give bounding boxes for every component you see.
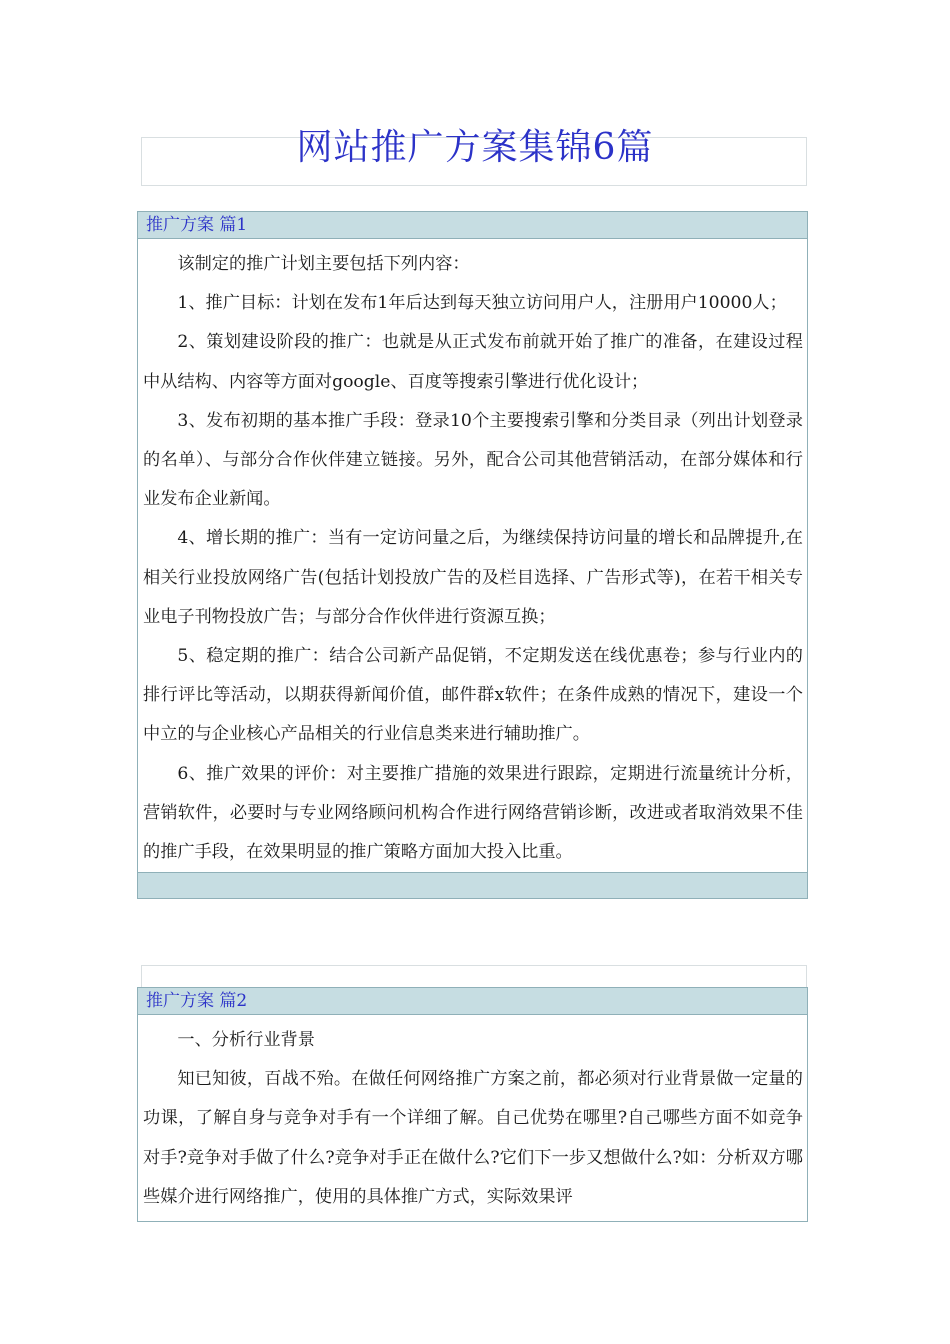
section-header: 推广方案 篇2: [138, 988, 807, 1015]
section-body: [138, 1015, 807, 1217]
section-1: [137, 211, 808, 899]
section-2: [137, 987, 808, 1222]
paragraph: 2、策划建设阶段的推广：也就是从正式发布前就开始了推广的准备，在建设过程中从结构、内容等方面对google、百度等搜索引擎进行优化设计；: [143, 332, 803, 392]
paragraph: 6、推广效果的评价：对主要推广措施的效果进行跟踪，定期进行流量统计分析，营销软件，必要时与专业网络顾问机构合作进行网络营销诊断，改进或者取消效果不佳的推广手段，在效果明显的推广策略方面加大投入比重。: [143, 763, 803, 863]
paragraph: 5、稳定期的推广：结合公司新产品促销，不定期发送在线优惠卷；参与行业内的排行评比等活动，以期获得新闻价值，邮件群x软件；在条件成熟的情况下，建设一个中立的与企业核心产品相关的行业信息类来进行辅助推广。: [143, 646, 803, 745]
paragraph: 一、分析行业背景: [177, 1030, 315, 1050]
section-footer: [138, 872, 807, 898]
section-body: [138, 239, 807, 872]
paragraph: 1、推广目标：计划在发布1年后达到每天独立访问用户人，注册用户10000人；: [177, 293, 787, 314]
section-header: 推广方案 篇1: [138, 212, 807, 239]
document-title: 网站推广方案集锦6篇: [296, 127, 654, 168]
paragraph: 4、增长期的推广：当有一定访问量之后，为继续保持访问量的增长和品牌提升,在相关行业投放网络广告(包括计划投放广告的及栏目选择、广告形式等)，在若干相关专业电子刊物投放广告；与部分合作伙伴进行资源互换；: [143, 528, 803, 627]
paragraph: 3、发布初期的基本推广手段：登录10个主要搜索引擎和分类目录（列出计划登录的名单）、与部分合作伙伴建立链接。另外，配合公司其他营销活动，在部分媒体和行业发布企业新闻。: [143, 410, 803, 510]
section-divider-frame: [141, 965, 807, 987]
paragraph: 知已知彼，百战不殆。在做任何网络推广方案之前，都必须对行业背景做一定量的功课，了解自身与竞争对手有一个详细了解。自己优势在哪里?自己哪些方面不如竞争对手?竞争对手做了什么?竞争对手正在做什么?它们下一步又想做什么?如：分析双方哪些媒介进行网络推广，使用的具体推广方式，实际效果评: [143, 1069, 803, 1207]
paragraph: 该制定的推广计划主要包括下列内容：: [177, 254, 470, 274]
